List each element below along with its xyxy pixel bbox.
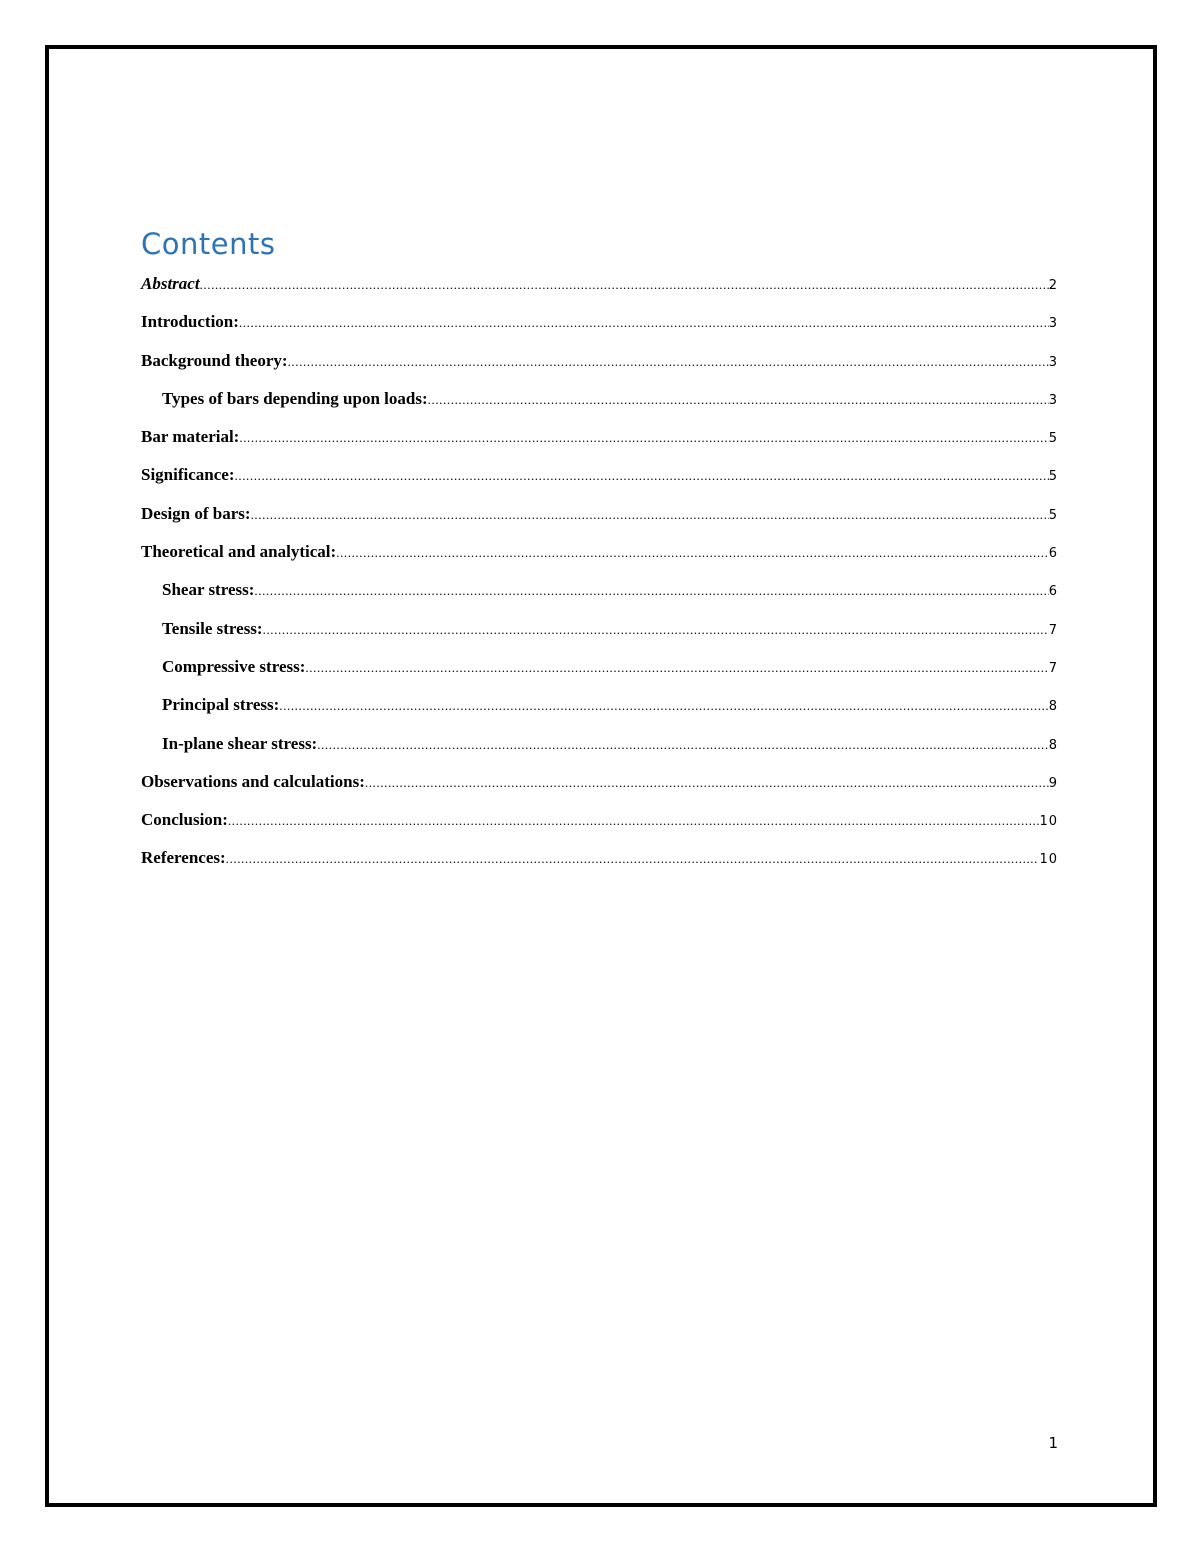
toc-dot-leader [317,726,1049,764]
toc-dot-leader [239,304,1049,342]
toc-list [141,265,1058,878]
page-number: 1 [1048,1434,1058,1452]
toc-entry-label: Conclusion: [141,810,228,830]
toc-dot-leader [263,611,1049,649]
toc-dot-leader [288,343,1049,381]
toc-entry[interactable] [141,763,1058,801]
toc-entry-page-number: 8 [1048,737,1058,753]
toc-entry-page-number: 10 [1039,852,1058,868]
toc-entry-label: Significance: [141,465,235,485]
toc-dot-leader [279,687,1048,725]
toc-entry-page-number: 3 [1048,392,1058,408]
toc-entry-page-number: 3 [1048,316,1058,332]
toc-entry-page-number: 6 [1048,584,1058,600]
toc-entry-label: Principal stress: [162,695,280,715]
toc-entry-label: Observations and calculations: [141,771,365,791]
toc-entry[interactable] [141,303,1058,341]
toc-entry-label: Shear stress: [162,580,255,600]
toc-dot-leader [239,419,1048,457]
toc-entry[interactable] [141,801,1058,839]
toc-dot-leader [228,802,1040,840]
toc-entry-label: In-plane shear stress: [162,733,318,753]
toc-entry[interactable] [141,418,1058,456]
toc-entry-label: Abstract [141,274,200,293]
toc-entry-page-number: 3 [1048,354,1058,370]
toc-entry-label: Types of bars depending upon loads: [162,388,428,408]
toc-dot-leader [254,572,1048,610]
toc-entry-page-number: 6 [1048,546,1058,562]
toc-dot-leader [226,840,1040,878]
toc-dot-leader [336,534,1049,572]
toc-entry[interactable] [141,456,1058,494]
toc-entry[interactable] [141,686,1058,724]
toc-dot-leader [235,457,1049,495]
toc-entry-label: Compressive stress: [162,656,306,676]
toc-dot-leader [200,266,1049,304]
toc-entry-page-number: 7 [1048,660,1058,676]
toc-entry-page-number: 8 [1048,699,1058,715]
toc-entry[interactable] [141,725,1058,763]
toc-dot-leader [305,649,1048,687]
toc-entry-label: Theoretical and analytical: [141,542,337,562]
toc-entry-label: Bar material: [141,427,240,447]
toc-entry-label: Background theory: [141,350,288,370]
toc-entry[interactable] [141,342,1058,380]
toc-entry[interactable] [141,533,1058,571]
toc-entry-page-number: 5 [1048,469,1058,485]
toc-entry-label: Tensile stress: [162,618,263,638]
toc-entry[interactable] [141,648,1058,686]
toc-entry-label: Introduction: [141,312,239,332]
toc-entry[interactable] [141,610,1058,648]
toc-entry-page-number: 7 [1048,622,1058,638]
toc-entry-page-number: 10 [1039,814,1058,830]
toc-entry-label: References: [141,848,226,868]
toc-entry-page-number: 2 [1048,278,1058,293]
toc-entry[interactable] [141,265,1058,303]
toc-entry-page-number: 5 [1048,507,1058,523]
toc-entry-page-number: 9 [1048,775,1058,791]
toc-entry[interactable] [141,380,1058,418]
toc-title: Contents [141,227,276,261]
toc-entry[interactable] [141,571,1058,609]
toc-entry-page-number: 5 [1048,431,1058,447]
toc-entry[interactable] [141,495,1058,533]
toc-entry-label: Design of bars: [141,503,251,523]
toc-dot-leader [428,381,1049,419]
toc-dot-leader [251,496,1049,534]
toc-entry[interactable] [141,839,1058,877]
toc-dot-leader [365,764,1049,802]
